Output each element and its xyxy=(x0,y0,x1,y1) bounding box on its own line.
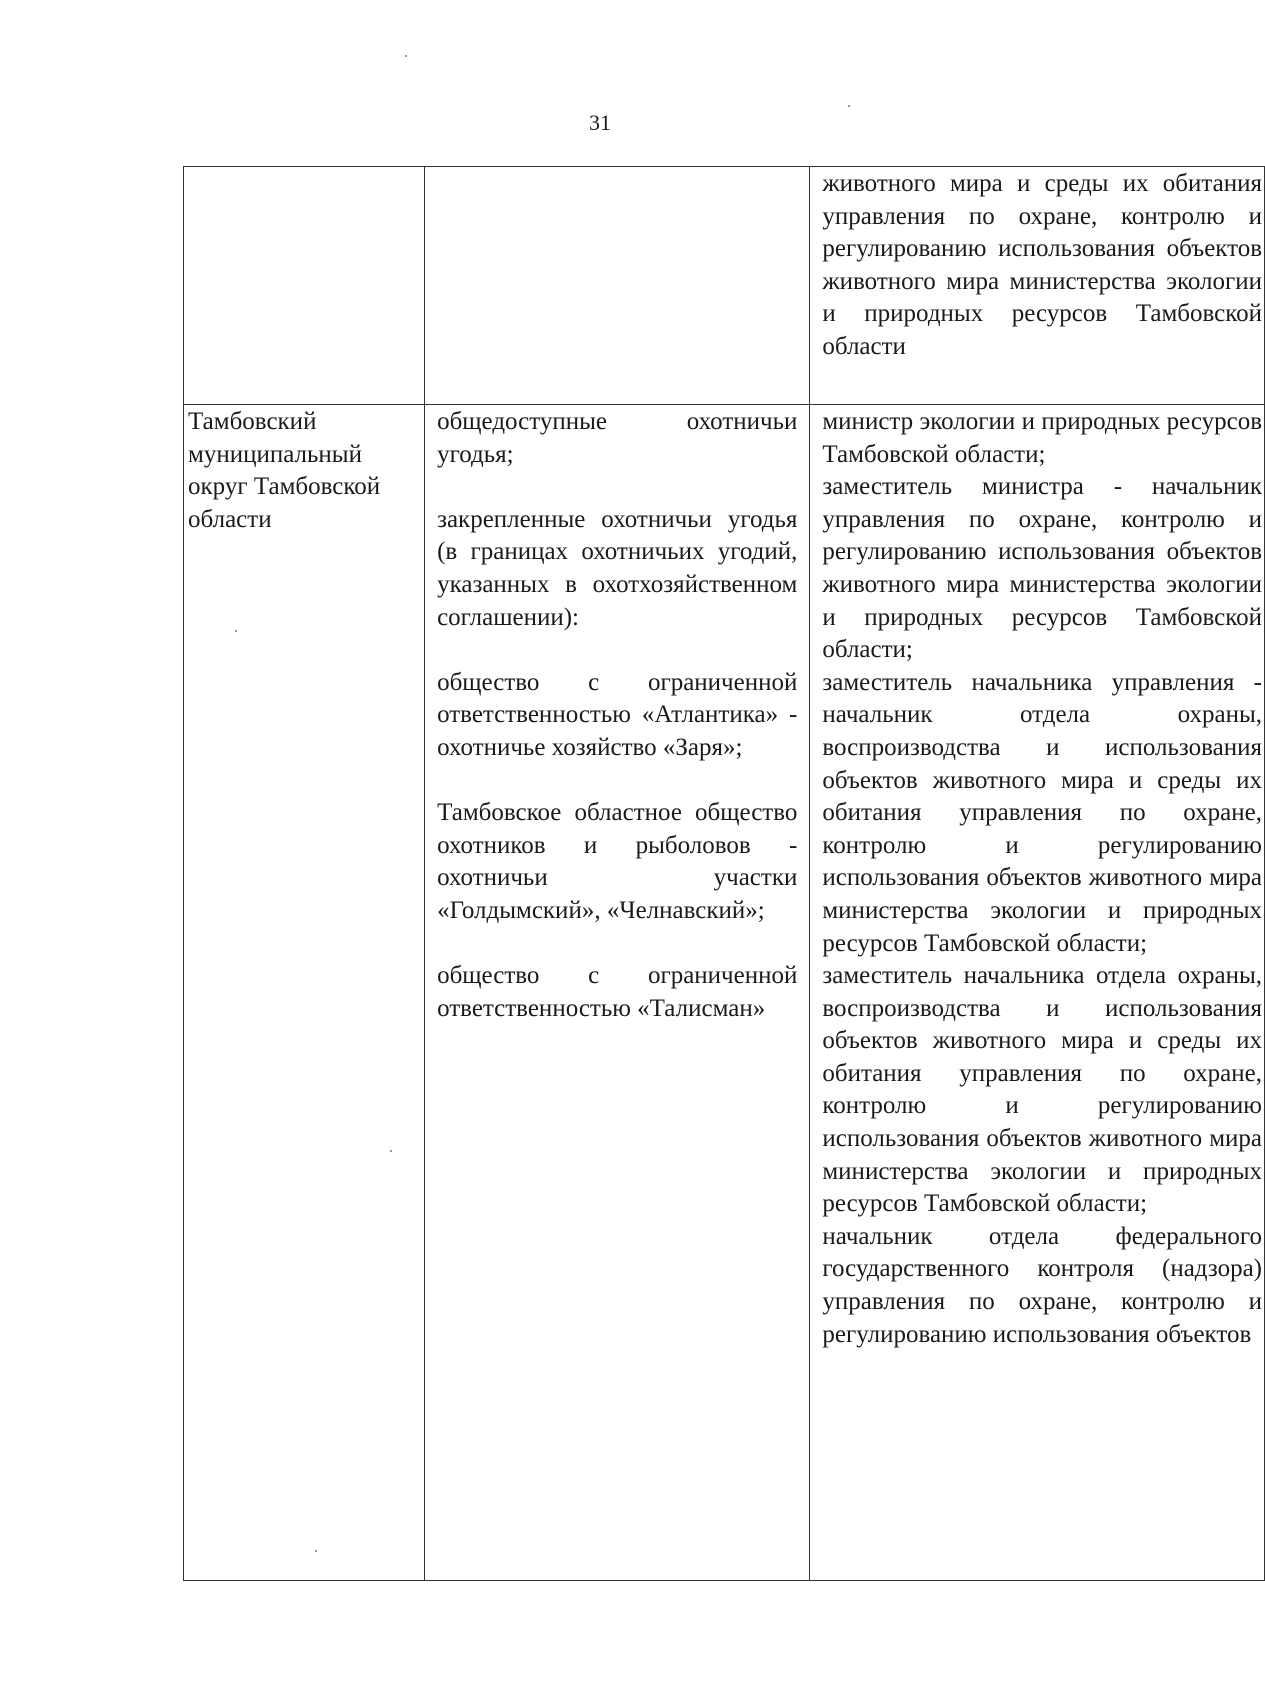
official-item: заместитель начальника отдела охраны, воспроизводства и использования объектов животного мира и среды их обитания управления по охране, контролю и регулированию использования объектов животного мира министерства экологии и природных ресурсов Тамбовской области; xyxy=(822,962,1262,1218)
scan-speck xyxy=(848,105,850,107)
table-row xyxy=(184,405,1265,1581)
official-item: заместитель начальника управления - начальник отдела охраны, воспроизводства и использования объектов животного мира и среды их обитания управления по охране, контролю и регулированию использования объектов животного мира министерства экологии и природных ресурсов Тамбовской области; xyxy=(822,668,1262,957)
table-cell-officials xyxy=(810,405,1265,1581)
hunting-ground-item: общество с ограниченной ответственностью «Талисман» xyxy=(437,962,798,1022)
table-cell-officials: животного мира и среды их обитания управления по охране, контролю и регулированию использования объектов животного мира министерства экологии и природных ресурсов Тамбовской области xyxy=(810,167,1265,405)
hunting-ground-item: закрепленные охотничьи угодья (в границах охотничьих угодий, указанных в охотхозяйственном соглашении): xyxy=(437,505,798,631)
official-item: заместитель министра - начальник управления по охране, контролю и регулированию использования объектов животного мира министерства экологии и природных ресурсов Тамбовской области; xyxy=(822,473,1262,664)
page-number: 31 xyxy=(589,110,611,135)
table-cell-hunting-grounds xyxy=(425,167,810,405)
official-item: министр экологии и природных ресурсов Тамбовской области; xyxy=(822,408,1262,468)
scan-speck xyxy=(405,55,407,57)
scan-speck xyxy=(315,1550,317,1552)
table-cell-district xyxy=(184,167,425,405)
hunting-ground-item: Тамбовское областное общество охотников и рыболовов - охотничьи участки «Голдымский», «Челнавский»; xyxy=(437,799,798,924)
district-name: Тамбовский муниципальный округ Тамбовской области xyxy=(188,408,381,533)
official-item: начальник отдела федерального государственного контроля (надзора) управления по охране, контролю и регулированию использования объектов xyxy=(822,1222,1262,1348)
hunting-ground-item: общество с ограниченной ответственностью «Атлантика» - охотничье хозяйство «Заря»; xyxy=(437,668,798,761)
hunting-ground-item: общедоступные охотничьи угодья; xyxy=(437,408,798,468)
table-cell-hunting-grounds xyxy=(425,405,810,1581)
table-cell-district xyxy=(184,405,425,1581)
scan-speck xyxy=(235,630,237,632)
scan-speck xyxy=(390,1150,392,1152)
table-row xyxy=(184,167,1265,405)
document-table xyxy=(183,166,1265,1581)
